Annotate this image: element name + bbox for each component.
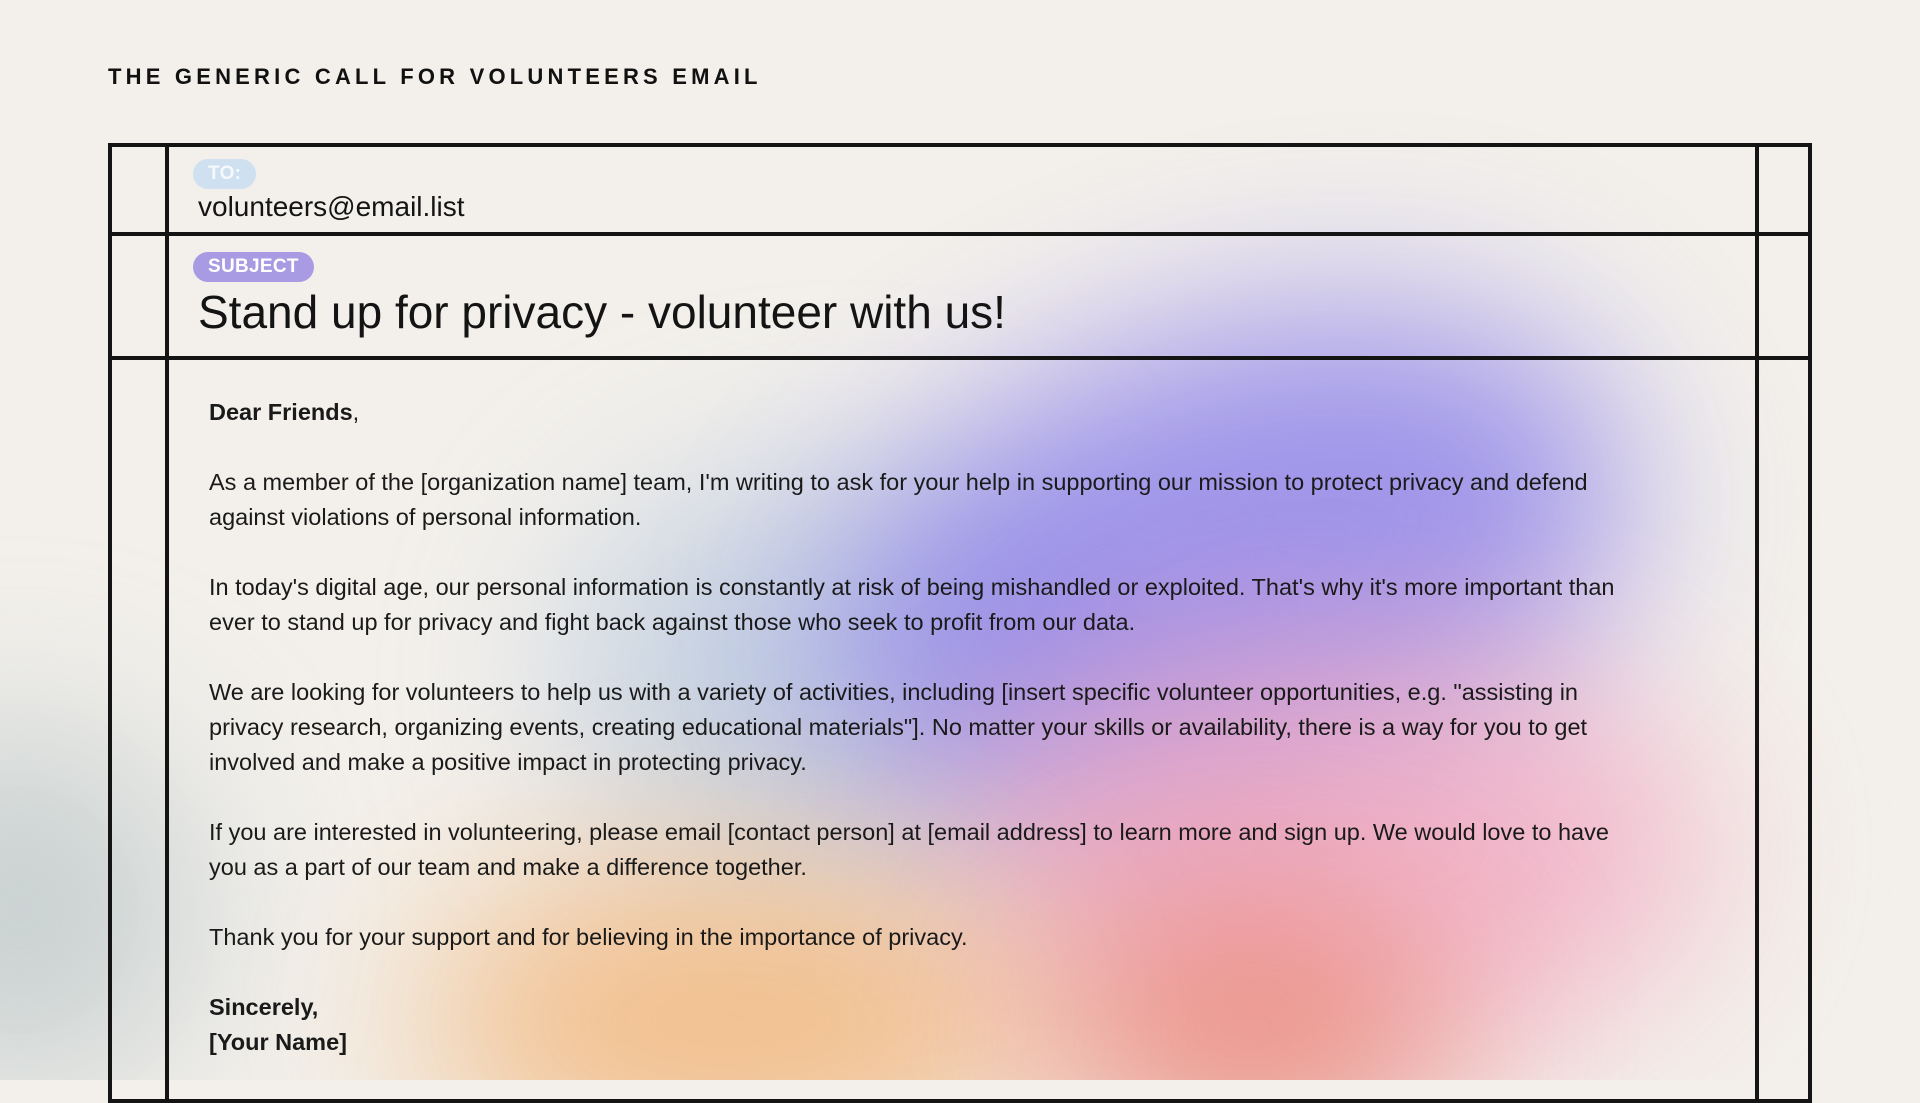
body-paragraph-2: In today's digital age, our personal information is constantly at risk of being mishandled or exploited. That's why it's more important than ever to stand up for privacy and fight back against those who seek to profit from our data. [209, 574, 1615, 635]
body-paragraph-3: We are looking for volunteers to help us with a variety of activities, including [insert specific volunteer opportunities, e.g. "assisting in privacy research, organizing events, creating educational materials"]. No matter your skills or availability, there is a way for you to get involved and make a positive impact in protecting privacy. [209, 679, 1588, 775]
body-paragraph-4: If you are interested in volunteering, please email [contact person] at [email address] to learn more and sign up. We would love to have you as a part of our team and make a difference together. [209, 819, 1609, 880]
greeting-punctuation: , [352, 399, 360, 425]
frame-divider-to [112, 232, 1808, 236]
frame-divider-left [165, 147, 169, 1099]
email-frame [108, 143, 1812, 1103]
subject-label-badge: SUBJECT [193, 252, 314, 282]
page-title: THE GENERIC CALL FOR VOLUNTEERS EMAIL [108, 64, 762, 89]
signature: [Your Name] [209, 1029, 347, 1055]
body-paragraph-5: Thank you for your support and for believing in the importance of privacy. [209, 924, 968, 950]
greeting-name: Dear Friends [209, 399, 353, 425]
frame-divider-right [1755, 147, 1759, 1099]
email-body[interactable] [209, 395, 1629, 1060]
greeting [209, 395, 1629, 430]
to-address-field[interactable]: volunteers@email.list [198, 191, 465, 222]
frame-divider-subject [112, 356, 1808, 360]
body-paragraph-1: As a member of the [organization name] team, I'm writing to ask for your help in supporting our mission to protect privacy and defend against violations of personal information. [209, 469, 1588, 530]
subject-field[interactable]: Stand up for privacy - volunteer with us! [198, 286, 1006, 338]
to-label-badge: TO: [193, 159, 256, 189]
closing: Sincerely, [209, 994, 319, 1020]
